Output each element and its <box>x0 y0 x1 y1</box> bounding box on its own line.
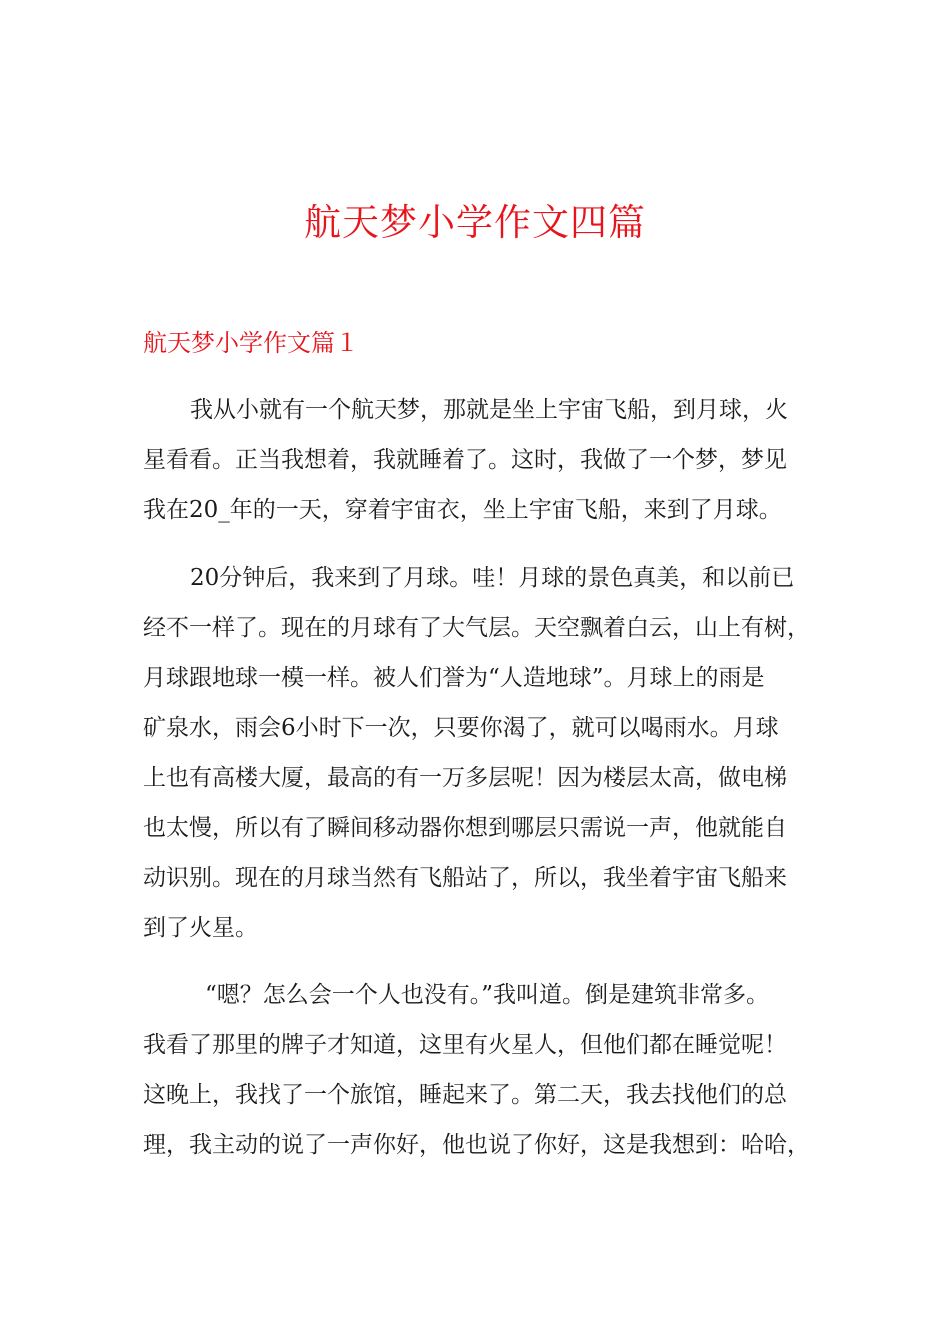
paragraph-line: 我看了那里的牌子才知道，这里有火星人，但他们都在睡觉呢！ <box>143 1032 787 1058</box>
paragraph-line: 矿泉水，雨会6小时下一次，只要你渴了，就可以喝雨水。月球 <box>143 715 779 741</box>
paragraph-line: “嗯？怎么会一个人也没有。”我叫道。倒是建筑非常多。 <box>205 982 770 1008</box>
paragraph-line: 经不一样了。现在的月球有了大气层。天空飘着白云，山上有树， <box>143 615 810 641</box>
document-title: 航天梦小学作文四篇 <box>304 201 646 244</box>
paragraph-line: 20分钟后，我来到了月球。哇！月球的景色真美，和以前已 <box>190 565 795 591</box>
paragraph-line: 也太慢，所以有了瞬间移动器你想到哪层只需说一声，他就能自 <box>143 815 787 841</box>
paragraph-1 <box>143 385 843 535</box>
paragraph-line: 到了火星。 <box>143 915 258 941</box>
section-heading: 航天梦小学作文篇１ <box>143 329 359 357</box>
paragraph-line: 星看看。正当我想着，我就睡着了。这时，我做了一个梦，梦见 <box>143 447 787 473</box>
paragraph-line: 这晚上，我找了一个旅馆，睡起来了。第二天，我去找他们的总 <box>143 1082 787 1108</box>
paragraph-3 <box>143 970 843 1170</box>
paragraph-line: 我在20_年的一天，穿着宇宙衣，坐上宇宙飞船，来到了月球。 <box>143 497 782 523</box>
paragraph-line: 月球跟地球一模一样。被人们誉为“人造地球”。月球上的雨是 <box>143 665 765 691</box>
paragraph-2 <box>143 553 843 953</box>
paragraph-line: 动识别。现在的月球当然有飞船站了，所以，我坐着宇宙飞船来 <box>143 865 787 891</box>
paragraph-line: 上也有高楼大厦，最高的有一万多层呢！因为楼层太高，做电梯 <box>143 765 787 791</box>
paragraph-line: 我从小就有一个航天梦，那就是坐上宇宙飞船，到月球，火 <box>190 397 788 423</box>
paragraph-line: 理，我主动的说了一声你好，他也说了你好，这是我想到：哈哈， <box>143 1132 810 1158</box>
